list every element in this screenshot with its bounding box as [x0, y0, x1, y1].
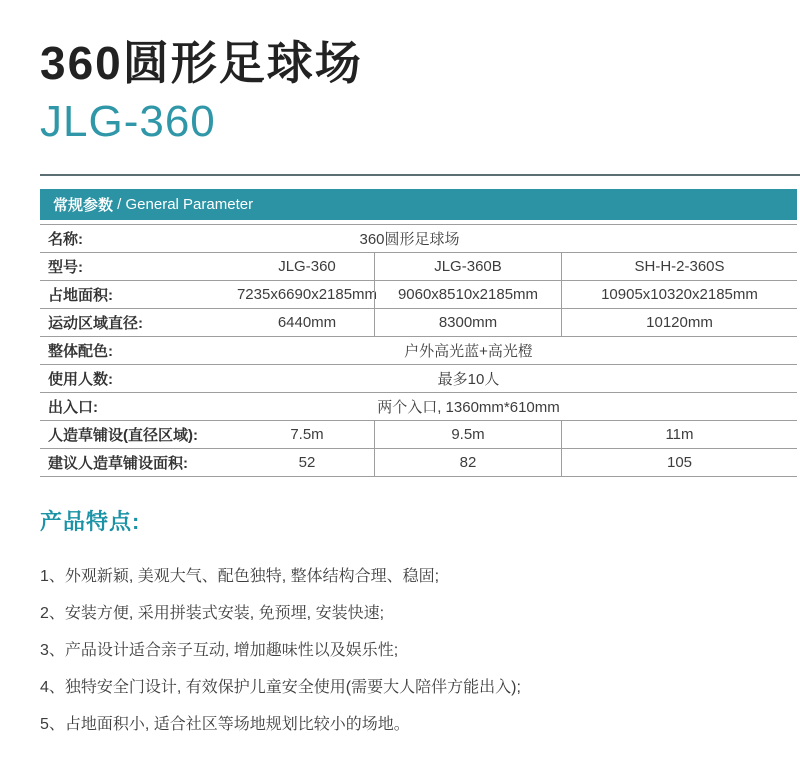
table-row-play-diameter: [40, 309, 797, 337]
row-value-col1: 52: [298, 454, 316, 471]
row-value-col3: SH-H-2-360S: [561, 253, 797, 280]
feature-item: 4、独特安全门设计, 有效保护儿童安全使用(需要大人陪伴方能出入);: [40, 679, 521, 696]
table-row-color: [40, 337, 797, 365]
row-value: 两个入口, 1360mm*610mm: [377, 399, 560, 416]
row-value-col2: 9060x8510x2185mm: [374, 281, 561, 308]
row-value-col3: 11m: [561, 421, 797, 448]
page-title: 360圆形足球场: [40, 37, 363, 89]
row-label: 名称:: [48, 231, 83, 248]
table-row-entrance: [40, 393, 797, 421]
row-label: 建议人造草铺设面积:: [48, 455, 188, 472]
section-divider: [40, 174, 800, 176]
feature-item: 1、外观新颖, 美观大气、配色独特, 整体结构合理、稳固;: [40, 568, 440, 585]
features-list: [40, 558, 770, 743]
row-value-col2: 8300mm: [374, 309, 561, 336]
row-label: 占地面积:: [48, 287, 113, 304]
row-value-col1: 6440mm: [277, 314, 337, 331]
table-row-model: [40, 253, 797, 281]
feature-item: 3、产品设计适合亲子互动, 增加趣味性以及娱乐性;: [40, 642, 399, 659]
parameter-section-header: [40, 189, 797, 220]
row-value: 最多10人: [437, 371, 500, 388]
features-section: [40, 505, 770, 743]
table-row-turf-area: [40, 449, 797, 477]
row-value-col2: 82: [374, 449, 561, 476]
row-label: 运动区域直径:: [48, 315, 143, 332]
row-value-col3: 10120mm: [561, 309, 797, 336]
row-label: 整体配色:: [48, 343, 113, 360]
row-label: 人造草铺设(直径区域):: [48, 427, 198, 444]
row-value: 户外高光蓝+高光橙: [404, 343, 533, 360]
row-value-col1: 7.5m: [290, 426, 324, 443]
row-label: 出入口:: [48, 399, 98, 416]
table-row-turf-diameter: [40, 421, 797, 449]
row-value-col3: 105: [561, 449, 797, 476]
parameter-table: [40, 224, 797, 477]
row-value: 360圆形足球场: [359, 231, 460, 248]
row-label: 使用人数:: [48, 371, 113, 388]
parameter-header-en: / General Parameter: [113, 196, 254, 213]
feature-item: 2、安装方便, 采用拼装式安装, 免预埋, 安装快速;: [40, 605, 385, 622]
table-row-footprint: [40, 281, 797, 309]
row-value-col1: 7235x6690x2185mm: [236, 286, 378, 303]
table-row-capacity: [40, 365, 797, 393]
row-value-col2: 9.5m: [374, 421, 561, 448]
row-value-col3: 10905x10320x2185mm: [561, 281, 797, 308]
feature-item: 5、占地面积小, 适合社区等场地规划比较小的场地。: [40, 716, 410, 733]
features-heading: 产品特点:: [40, 509, 141, 534]
row-value-col1: JLG-360: [278, 258, 336, 275]
model-subtitle: JLG-360: [40, 97, 216, 146]
table-row-name: [40, 225, 797, 253]
row-label: 型号:: [48, 259, 83, 276]
row-value-col2: JLG-360B: [374, 253, 561, 280]
parameter-header-zh: 常规参数: [53, 197, 114, 214]
